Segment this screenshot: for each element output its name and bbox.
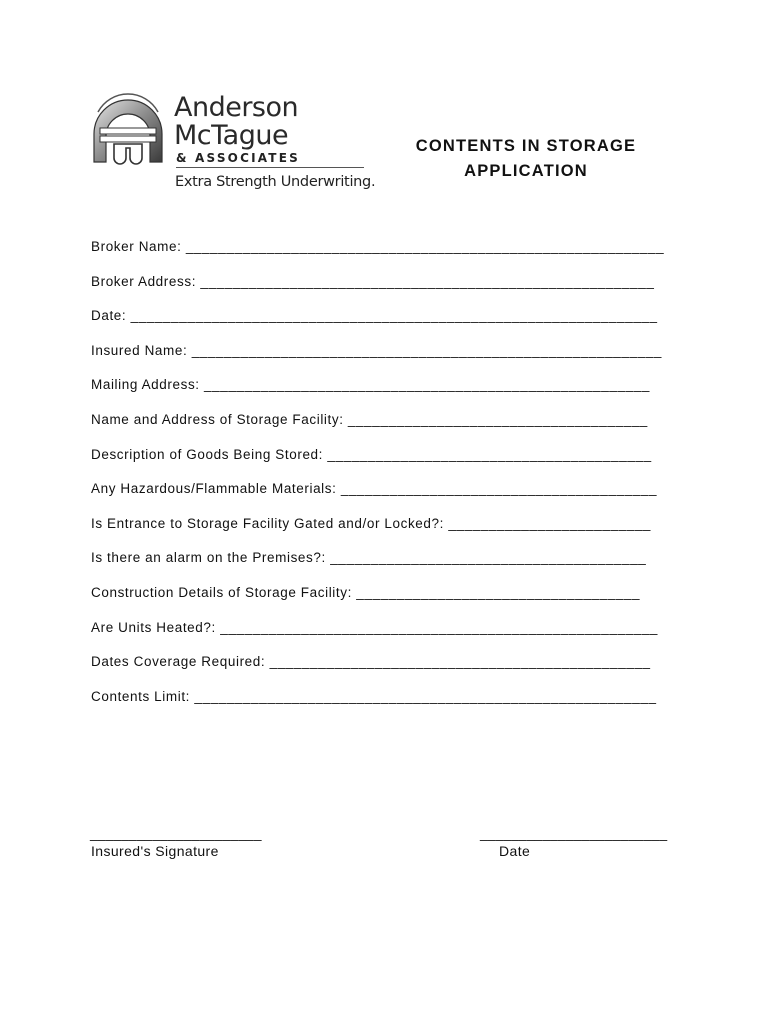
alarm-field[interactable]: Is there an alarm on the Premises?: _______________________________________ — [91, 550, 647, 566]
document-title-line2: APPLICATION — [464, 162, 588, 180]
signature-line[interactable]: ______________________ — [90, 826, 262, 841]
logo-name-line1: Anderson — [174, 92, 299, 123]
helmet-logo-icon — [88, 92, 168, 172]
signature-label: Insured's Signature — [91, 843, 219, 859]
logo-associates: & ASSOCIATES — [176, 151, 300, 165]
coverage-dates-field[interactable]: Dates Coverage Required: _______________________________________________ — [91, 654, 651, 670]
form-fields — [91, 238, 691, 722]
logo-divider — [176, 167, 364, 168]
document-title — [390, 134, 662, 184]
goods-description-field[interactable]: Description of Goods Being Stored: ________________________________________ — [91, 446, 652, 462]
broker-name-field[interactable]: Broker Name: ___________________________________________________________ — [91, 239, 665, 254]
contents-limit-field[interactable]: Contents Limit: _________________________________________________________ — [91, 688, 657, 704]
logo-name-line2: McTague — [174, 120, 289, 151]
date-signature-line[interactable]: ________________________ — [480, 826, 668, 841]
hazardous-materials-field[interactable]: Any Hazardous/Flammable Materials: _______________________________________ — [91, 481, 658, 497]
units-heated-field[interactable]: Are Units Heated?: ______________________________________________________ — [91, 619, 659, 635]
storage-facility-field[interactable]: Name and Address of Storage Facility: _____________________________________ — [91, 411, 648, 427]
company-logo — [88, 90, 378, 200]
insured-name-field[interactable]: Insured Name: __________________________________________________________ — [91, 342, 662, 358]
construction-details-field[interactable]: Construction Details of Storage Facility: ___________________________________ — [91, 584, 641, 600]
broker-address-field[interactable]: Broker Address: ________________________________________________________ — [91, 273, 655, 289]
date-signature-label: Date — [499, 843, 531, 859]
mailing-address-field[interactable]: Mailing Address: _______________________________________________________ — [91, 377, 650, 393]
logo-tagline: Extra Strength Underwriting. — [175, 174, 376, 190]
date-field[interactable]: Date: _________________________________________________________________ — [91, 308, 658, 324]
entrance-gated-field[interactable]: Is Entrance to Storage Facility Gated and/or Locked?: _________________________ — [91, 515, 652, 531]
document-title-line1: CONTENTS IN STORAGE — [415, 137, 637, 155]
